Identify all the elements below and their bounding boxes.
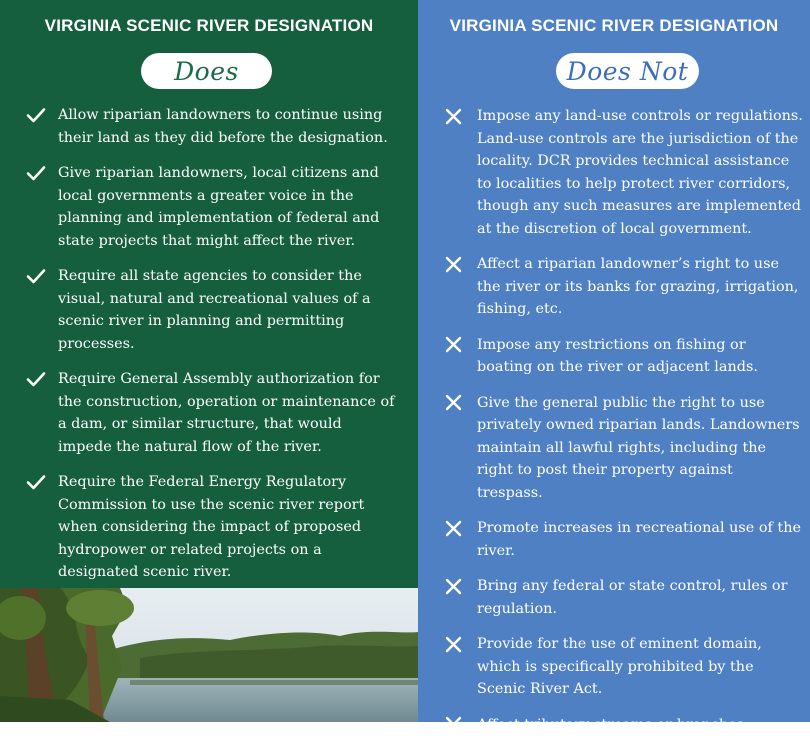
x-mark-icon <box>445 633 477 655</box>
x-mark-icon <box>445 517 477 539</box>
does-item-text: Allow riparian landowners to continue using their land as they did before the designation. <box>58 107 388 146</box>
x-mark-icon <box>445 575 477 597</box>
does-item-text: Require the Federal Energy Regulatory Commission to use the scenic river report when considering the impact of proposed hydropower or related projects on a designated scenic river. <box>58 474 365 580</box>
does-not-item-text: Impose any land-use controls or regulations. Land-use controls are the jurisdiction of the locality. DCR provides technical assistance to localities to help protect river corridors, though any such measures are implemented at the discretion of local government. <box>477 108 803 237</box>
does-item-text: Require all state agencies to consider the visual, natural and recreational values of a scenic river in planning and permitting processes. <box>58 268 371 352</box>
does-not-item-text: Affect tributary streams or branches. <box>477 716 749 733</box>
does-list <box>26 104 396 597</box>
check-icon <box>26 265 58 287</box>
x-mark-icon <box>445 714 477 736</box>
x-mark-icon <box>445 253 477 275</box>
does-item-text: Require General Assembly authorization for the construction, operation or maintenance of a dam, or similar structure, that would impede the natural flow of the river. <box>58 371 395 455</box>
x-mark-icon <box>445 392 477 414</box>
does-not-item-text: Provide for the use of eminent domain, which is specifically prohibited by the Scenic River Act. <box>477 636 762 697</box>
does-heading: VIRGINIA SCENIC RIVER DESIGNATION <box>44 16 374 35</box>
check-icon <box>26 104 58 126</box>
does-item <box>26 368 396 458</box>
does-not-item-text: Promote increases in recreational use of the river. <box>477 520 802 559</box>
does-not-heading: VIRGINIA SCENIC RIVER DESIGNATION <box>449 16 779 35</box>
does-not-item <box>445 575 803 620</box>
does-not-item <box>445 334 803 379</box>
does-not-item <box>445 517 803 562</box>
river-landscape-photo <box>0 588 418 722</box>
does-item-text: Give riparian landowners, local citizens and local governments a greater voice in the planning and implementation of federal and state projects that might affect the river. <box>58 165 380 249</box>
check-icon <box>26 368 58 390</box>
does-panel <box>0 0 418 722</box>
does-not-item-text: Bring any federal or state control, rules or regulation. <box>477 578 788 617</box>
does-item <box>26 265 396 355</box>
does-not-item <box>445 105 803 240</box>
does-item <box>26 162 396 252</box>
does-not-item <box>445 392 803 505</box>
does-item <box>26 104 396 149</box>
check-icon <box>26 162 58 184</box>
does-not-list <box>445 105 803 749</box>
does-not-badge: Does Not <box>556 53 699 89</box>
does-not-panel <box>418 0 810 733</box>
does-not-item <box>445 714 803 737</box>
does-not-item <box>445 633 803 701</box>
does-not-item-text: Give the general public the right to use privately owned riparian lands. Landowners maintain all lawful rights, including the right to post their property against trespass. <box>477 394 800 501</box>
check-icon <box>26 471 58 493</box>
does-not-item <box>445 253 803 321</box>
does-badge: Does <box>141 53 272 89</box>
does-not-item-text: Affect a riparian landowner’s right to use the river or its banks for grazing, irrigation, fishing, etc. <box>477 256 799 317</box>
does-not-item-text: Impose any restrictions on fishing or boating on the river or adjacent lands. <box>477 336 758 375</box>
x-mark-icon <box>445 105 477 127</box>
does-item <box>26 471 396 584</box>
x-mark-icon <box>445 334 477 356</box>
